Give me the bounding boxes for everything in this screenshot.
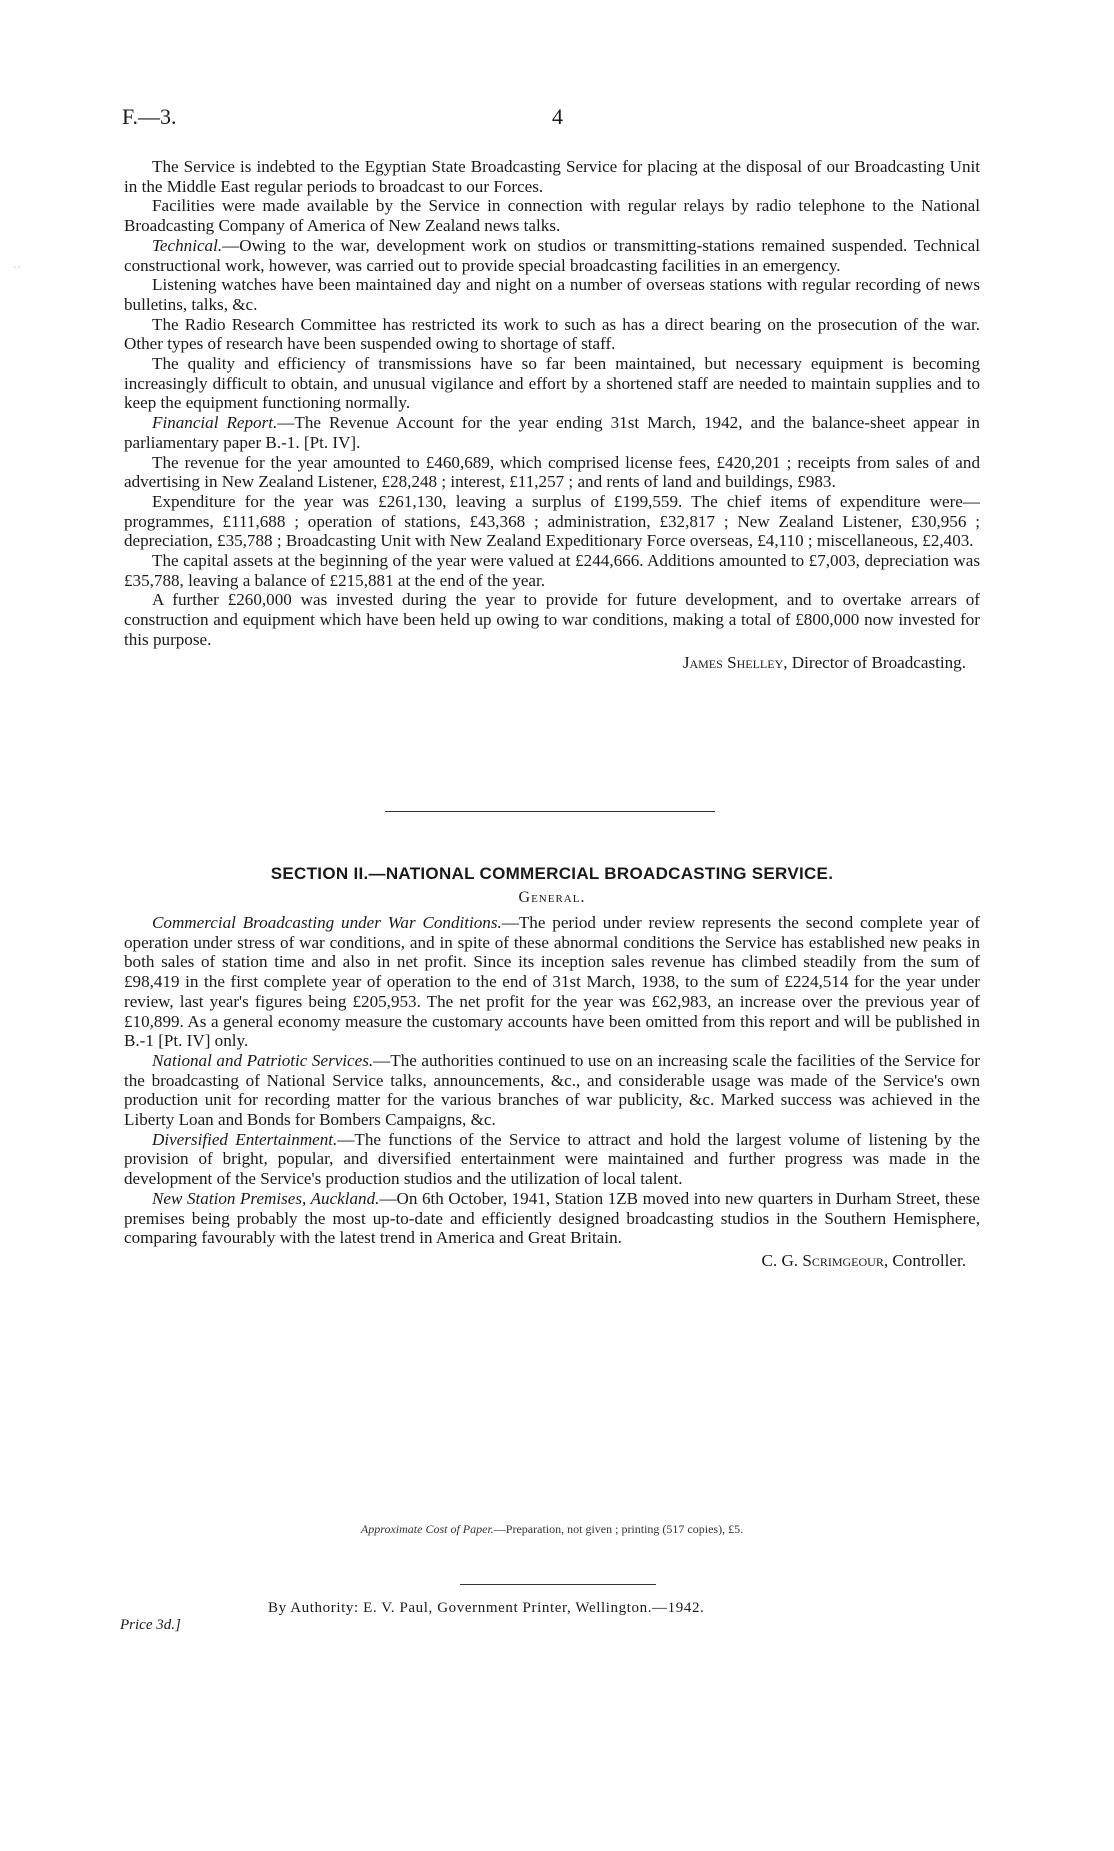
- signature-director: James Shelley, Director of Broadcasting.: [682, 652, 966, 672]
- paragraph: Facilities were made available by the Service in connection with regular relays by radio telephone to the National Broadcasting Company of America of New Zealand news talks.: [124, 196, 980, 236]
- section-subtitle: General.: [518, 889, 586, 906]
- paragraph: The Service is indebted to the Egyptian State Broadcasting Service for placing at the disposal of our Broadcasting Unit in the Middle East regular periods to broadcast to our Forces.: [124, 157, 980, 196]
- paragraph: The revenue for the year amounted to £460,689, which comprised license fees, £420,201 ; receipts from sales of and advertising in New Zealand Listener, £28,248 ; interest, £11,257 ; and rents of land and buildings, £983.: [124, 452, 980, 492]
- margin-mark: ' ': [14, 265, 21, 276]
- paragraph: Diversified Entertainment.—The functions of the Service to attract and hold the largest volume of listening by the provision of bright, popular, and diversified entertainment were maintained and further progress was made in the development of the Service's production studios and the utilization of local talent.: [124, 1129, 980, 1189]
- paper-cost-note: Approximate Cost of Paper.—Preparation, not given ; printing (517 copies), £5.: [360, 1522, 744, 1536]
- signature-controller: C. G. Scrimgeour, Controller.: [761, 1250, 966, 1270]
- paragraph: Commercial Broadcasting under War Conditions.—The period under review represents the second complete year of operation under stress of war conditions, and in spite of these abnormal conditions the Service has established new peaks in both sales of station time and also in net profit. Since its inception sales revenue has climbed steadily from the sum of £98,419 in the first complete year of operation to the end of 31st March, 1938, to the sum of £224,514 for the year under review, last year's figures being £205,953. The net profit for the year was £62,983, an increase over the previous year of £10,899. As a general economy measure the customary accounts have been omitted from this report and will be published in B.-1 [Pt. IV] only.: [124, 913, 980, 1051]
- section-title: SECTION II.—NATIONAL COMMERCIAL BROADCASTING SERVICE.: [270, 864, 834, 883]
- paragraph: A further £260,000 was invested during the year to provide for future development, and to overtake arrears of construction and equipment which have been held up owing to war conditions, making a total of £800,000 now invested for this purpose.: [124, 590, 980, 649]
- page-header: [122, 104, 992, 134]
- page-number: 4: [552, 104, 563, 129]
- printer-authority: By Authority: E. V. Paul, Government Printer, Wellington.—1942.: [268, 1600, 705, 1616]
- paragraph: Listening watches have been maintained day and night on a number of overseas stations with regular recording of news bulletins, talks, &c.: [124, 275, 980, 314]
- footer-divider: [460, 1584, 656, 1585]
- paragraph: New Station Premises, Auckland.—On 6th October, 1941, Station 1ZB moved into new quarters in Durham Street, these premises being probably the most up-to-date and efficiently designed broadcasting studios in the Southern Hemisphere, comparing favourably with the latest trend in America and Great Britain.: [124, 1188, 980, 1248]
- paragraph: Financial Report.—The Revenue Account for the year ending 31st March, 1942, and the balance-sheet appear in parliamentary paper B.-1. [Pt. IV].: [124, 413, 980, 452]
- paragraph: The Radio Research Committee has restricted its work to such as has a direct bearing on the prosecution of the war. Other types of research have been suspended owing to shortage of staff.: [124, 314, 980, 354]
- paragraph: Expenditure for the year was £261,130, leaving a surplus of £199,559. The chief items of expenditure were—programmes, £111,688 ; operation of stations, £43,368 ; administration, £32,817 ; New Zealand Listener, £30,956 ; depreciation, £35,788 ; Broadcasting Unit with New Zealand Expeditionary Force overseas, £4,110 ; miscellaneous, £2,403.: [124, 491, 980, 551]
- paragraph: The capital assets at the beginning of the year were valued at £244,666. Additions amounted to £7,003, depreciation was £35,788, leaving a balance of £215,881 at the end of the year.: [124, 551, 980, 590]
- document-reference: F.—3.: [122, 104, 177, 129]
- paragraph: National and Patriotic Services.—The authorities continued to use on an increasing scale the facilities of the Service for the broadcasting of National Service talks, announcements, &c., and considerable usage was made of the Service's own production unit for recording matter for the various branches of war publicity, &c. Marked success was achieved in the Liberty Loan and Bonds for Bombers Campaigns, &c.: [124, 1050, 980, 1130]
- paragraph: Technical.—Owing to the war, development work on studios or transmitting-stations remained suspended. Technical constructional work, however, was carried out to provide special broadcasting facilities in an emergency.: [124, 235, 980, 275]
- section-divider: [385, 811, 715, 812]
- section1-body: [124, 157, 980, 673]
- section2-body: [124, 913, 980, 1271]
- price-label: Price 3d.]: [120, 1617, 181, 1633]
- paragraph: The quality and efficiency of transmissions have so far been maintained, but necessary equipment is becoming increasingly difficult to obtain, and unusual vigilance and effort by a shortened staff are needed to maintain supplies and to keep the equipment functioning normally.: [124, 354, 980, 413]
